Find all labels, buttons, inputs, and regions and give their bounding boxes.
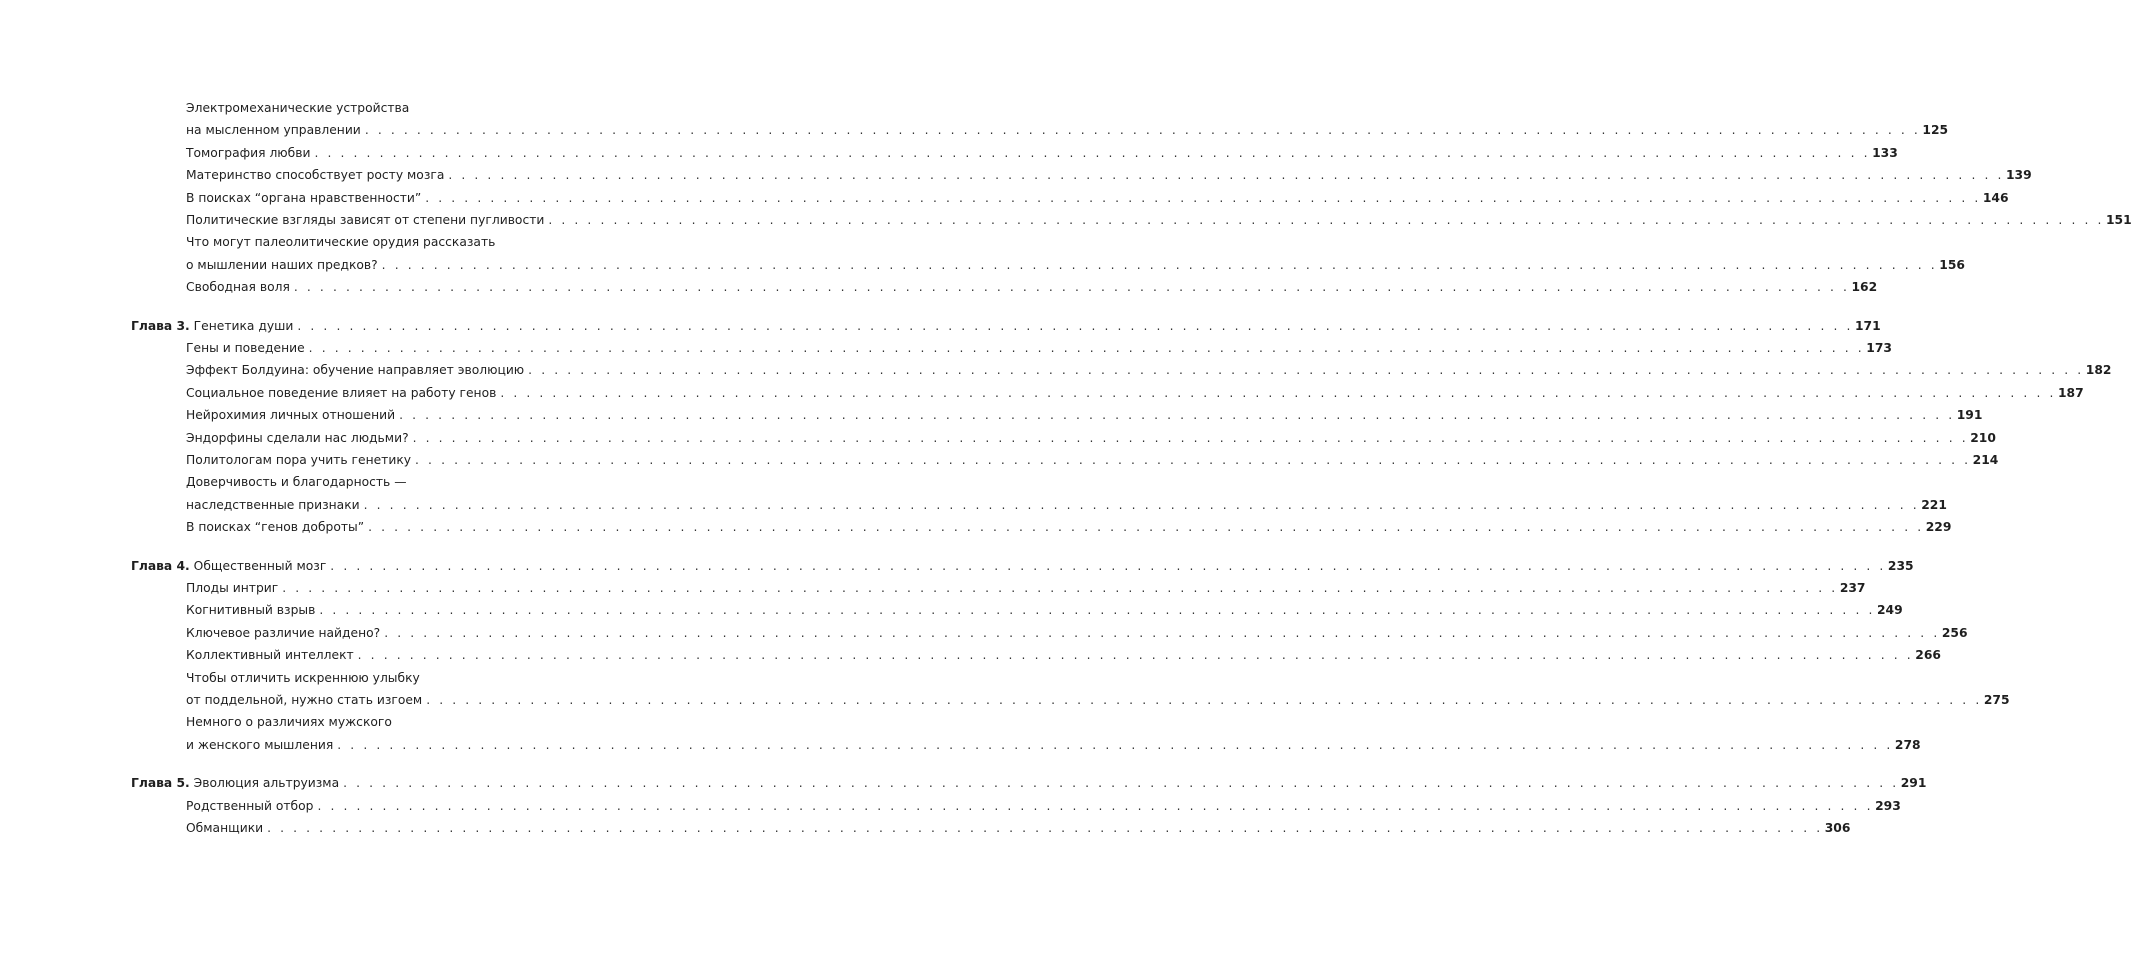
dot-leader: . . . . . . . . . . . . . . . . . . . . . . . . . . . . . . . . . . . . . . . . . . . . . . . . . . . . . . . . . . . . . . . . . . . . . . . . . . . . . . . . . . . . . . . . . . . . . . . . . . . . . . . . . . . . . . . . . . . . . . . . <box>357 648 1914 663</box>
page-number: 256 <box>1941 625 1968 640</box>
toc-entry <box>186 577 1866 599</box>
toc-entry <box>186 622 1968 644</box>
dot-leader: . . . . . . . . . . . . . . . . . . . . . . . . . . . . . . . . . . . . . . . . . . . . . . . . . . . . . . . . . . . . . . . . . . . . . . . . . . . . . . . . . . . . . . . . . . . . . . . . . . . . . . . . . . . . . . . . . . . . . . . . <box>364 123 1921 138</box>
dot-leader: . . . . . . . . . . . . . . . . . . . . . . . . . . . . . . . . . . . . . . . . . . . . . . . . . . . . . . . . . . . . . . . . . . . . . . . . . . . . . . . . . . . . . . . . . . . . . . . . . . . . . . . . . . . . . . . . . . . . . . . . <box>317 798 1874 813</box>
toc-entry-first-line <box>186 711 530 733</box>
entry-title: Доверчивость и благодарность — <box>186 475 407 490</box>
dot-leader: . . . . . . . . . . . . . . . . . . . . . . . . . . . . . . . . . . . . . . . . . . . . . . . . . . . . . . . . . . . . . . . . . . . . . . . . . . . . . . . . . . . . . . . . . . . . . . . . . . . . . . . . . . . . . . . . . . . . . . . . <box>293 280 1850 295</box>
entry-title: Коллективный интеллект <box>186 648 354 663</box>
entry-title: Эволюция альтруизма <box>193 776 340 791</box>
dot-leader: . . . . . . . . . . . . . . . . . . . . . . . . . . . . . . . . . . . . . . . . . . . . . . . . . . . . . . . . . . . . . . . . . . . . . . . . . . . . . . . . . . . . . . . . . . . . . . . . . . . . . . . . . . . . . . . . . . . . . . . . <box>282 581 1838 595</box>
toc-entry <box>186 276 1878 298</box>
toc-entry <box>186 254 1965 276</box>
toc-entry <box>186 427 1996 449</box>
entry-title: В поисках “органа нравственности” <box>186 190 422 205</box>
page-number: 293 <box>1875 798 1901 813</box>
toc-entry <box>186 359 2112 381</box>
page-number: 210 <box>1970 430 1996 445</box>
page-number: 133 <box>1872 145 1898 160</box>
page-number: 229 <box>1925 520 1952 535</box>
dot-leader: . . . . . . . . . . . . . . . . . . . . . . . . . . . . . . . . . . . . . . . . . . . . . . . . . . . . . . . . . . . . . . . . . . . . . . . . . . . . . . . . . . . . . . . . . . . . . . . . . . . . . . . . . . . . . . . . . . . . . . . . <box>384 625 1940 640</box>
chapter-label: Глава 5. <box>131 776 190 791</box>
entry-title: на мысленном управлении <box>186 123 361 138</box>
entry-title: Политологам пора учить генетику <box>186 453 412 467</box>
dot-leader: . . . . . . . . . . . . . . . . . . . . . . . . . . . . . . . . . . . . . . . . . . . . . . . . . . . . . . . . . . . . . . . . . . . . . . . . . . . . . . . . . . . . . . . . . . . . . . . . . . . . . . . . . . . . . . . . . . . . . . . . <box>343 776 1899 791</box>
page-number: 275 <box>1983 693 2010 707</box>
entry-title: Материнство способствует росту мозга <box>186 168 445 183</box>
dot-leader: . . . . . . . . . . . . . . . . . . . . . . . . . . . . . . . . . . . . . . . . . . . . . . . . . . . . . . . . . . . . . . . . . . . . . . . . . . . . . . . . . . . . . . . . . . . . . . . . . . . . . . . . . . . . . . . . . . . . . . . . <box>330 558 1886 573</box>
toc-entry-first-line <box>186 471 530 493</box>
dot-leader: . . . . . . . . . . . . . . . . . . . . . . . . . . . . . . . . . . . . . . . . . . . . . . . . . . . . . . . . . . . . . . . . . . . . . . . . . . . . . . . . . . . . . . . . . . . . . . . . . . . . . . . . . . . . . . . . . . . . . . . . <box>297 318 1853 333</box>
entry-title: Томография любви <box>186 145 311 160</box>
dot-leader: . . . . . . . . . . . . . . . . . . . . . . . . . . . . . . . . . . . . . . . . . . . . . . . . . . . . . . . . . . . . . . . . . . . . . . . . . . . . . . . . . . . . . . . . . . . . . . . . . . . . . . . . . . . . . . . . . . . . . . . . <box>314 145 1871 160</box>
page-number: 291 <box>1900 776 1927 791</box>
dot-leader: . . . . . . . . . . . . . . . . . . . . . . . . . . . . . . . . . . . . . . . . . . . . . . . . . . . . . . . . . . . . . . . . . . . . . . . . . . . . . . . . . . . . . . . . . . . . . . . . . . . . . . . . . . . . . . . . . . . . . . . . <box>548 213 2104 227</box>
chapter-label: Глава 3. <box>131 318 190 333</box>
toc-entry <box>186 142 1898 164</box>
entry-title: Что могут палеолитические орудия рассказать <box>186 235 496 250</box>
page-number: 237 <box>1839 581 1866 595</box>
toc-entry <box>186 404 1983 426</box>
toc-entry <box>186 382 2084 404</box>
chapter-label: Глава 4. <box>131 558 190 573</box>
dot-leader: . . . . . . . . . . . . . . . . . . . . . . . . . . . . . . . . . . . . . . . . . . . . . . . . . . . . . . . . . . . . . . . . . . . . . . . . . . . . . . . . . . . . . . . . . . . . . . . . . . . . . . . . . . . . . . . . . . . . . . . . <box>363 497 1920 512</box>
page-number: 156 <box>1939 257 1965 272</box>
toc-entry <box>186 516 1952 538</box>
entry-title: о мышлении наших предков? <box>186 257 378 272</box>
entry-title: Эффект Болдуина: обучение направляет эволюцию <box>186 363 525 378</box>
page-number: 266 <box>1915 648 1941 663</box>
entry-title: Немного о различиях мужского <box>186 715 392 730</box>
entry-title: Когнитивный взрыв <box>186 603 316 618</box>
page-number: 235 <box>1887 558 1914 573</box>
entry-title: Политические взгляды зависят от степени пугливости <box>186 213 545 227</box>
dot-leader: . . . . . . . . . . . . . . . . . . . . . . . . . . . . . . . . . . . . . . . . . . . . . . . . . . . . . . . . . . . . . . . . . . . . . . . . . . . . . . . . . . . . . . . . . . . . . . . . . . . . . . . . . . . . . . . . . . . . . . . . <box>412 430 1969 445</box>
toc-entry <box>186 599 1903 621</box>
toc-entry-first-line <box>186 667 530 689</box>
entry-title: Свободная воля <box>186 280 290 295</box>
dot-leader: . . . . . . . . . . . . . . . . . . . . . . . . . . . . . . . . . . . . . . . . . . . . . . . . . . . . . . . . . . . . . . . . . . . . . . . . . . . . . . . . . . . . . . . . . . . . . . . . . . . . . . . . . . . . . . . . . . . . . . . . <box>267 821 1823 835</box>
page-number: 173 <box>1866 341 1892 355</box>
entry-title: Эндорфины сделали нас людьми? <box>186 430 409 445</box>
entry-title: Плоды интриг <box>186 581 279 595</box>
dot-leader: . . . . . . . . . . . . . . . . . . . . . . . . . . . . . . . . . . . . . . . . . . . . . . . . . . . . . . . . . . . . . . . . . . . . . . . . . . . . . . . . . . . . . . . . . . . . . . . . . . . . . . . . . . . . . . . . . . . . . . . . <box>425 190 1981 205</box>
entry-title: Нейрохимия личных отношений <box>186 408 396 423</box>
page-number: 221 <box>1921 497 1947 512</box>
toc-entry <box>186 795 1901 817</box>
page-number: 187 <box>2057 385 2084 400</box>
entry-title: Социальное поведение влияет на работу генов <box>186 385 497 400</box>
dot-leader: . . . . . . . . . . . . . . . . . . . . . . . . . . . . . . . . . . . . . . . . . . . . . . . . . . . . . . . . . . . . . . . . . . . . . . . . . . . . . . . . . . . . . . . . . . . . . . . . . . . . . . . . . . . . . . . . . . . . . . . . <box>415 453 1971 467</box>
entry-title: Генетика души <box>193 318 294 333</box>
dot-leader: . . . . . . . . . . . . . . . . . . . . . . . . . . . . . . . . . . . . . . . . . . . . . . . . . . . . . . . . . . . . . . . . . . . . . . . . . . . . . . . . . . . . . . . . . . . . . . . . . . . . . . . . . . . . . . . . . . . . . . . . <box>500 385 2056 400</box>
toc-chapter-line <box>131 555 1914 577</box>
page-number: 306 <box>1824 821 1851 835</box>
dot-leader: . . . . . . . . . . . . . . . . . . . . . . . . . . . . . . . . . . . . . . . . . . . . . . . . . . . . . . . . . . . . . . . . . . . . . . . . . . . . . . . . . . . . . . . . . . . . . . . . . . . . . . . . . . . . . . . . . . . . . . . . <box>319 603 1875 618</box>
page-number: 125 <box>1922 123 1949 138</box>
toc-entry-first-line <box>186 97 530 119</box>
toc-entry <box>186 119 1949 141</box>
entry-title: наследственные признаки <box>186 497 360 512</box>
toc-entry <box>186 449 1999 471</box>
dot-leader: . . . . . . . . . . . . . . . . . . . . . . . . . . . . . . . . . . . . . . . . . . . . . . . . . . . . . . . . . . . . . . . . . . . . . . . . . . . . . . . . . . . . . . . . . . . . . . . . . . . . . . . . . . . . . . . . . . . . . . . . <box>368 520 1924 535</box>
entry-title: и женского мышления <box>186 737 334 752</box>
page-number: 249 <box>1876 603 1903 618</box>
dot-leader: . . . . . . . . . . . . . . . . . . . . . . . . . . . . . . . . . . . . . . . . . . . . . . . . . . . . . . . . . . . . . . . . . . . . . . . . . . . . . . . . . . . . . . . . . . . . . . . . . . . . . . . . . . . . . . . . . . . . . . . . <box>528 363 2084 378</box>
toc-entry <box>186 209 2132 231</box>
page-number: 146 <box>1982 190 2009 205</box>
toc-entry-first-line <box>186 231 530 253</box>
page-number: 171 <box>1855 318 1881 333</box>
dot-leader: . . . . . . . . . . . . . . . . . . . . . . . . . . . . . . . . . . . . . . . . . . . . . . . . . . . . . . . . . . . . . . . . . . . . . . . . . . . . . . . . . . . . . . . . . . . . . . . . . . . . . . . . . . . . . . . . . . . . . . . . <box>308 341 1865 355</box>
toc-entry <box>186 689 2010 711</box>
entry-title: от поддельной, нужно стать изгоем <box>186 693 423 707</box>
toc-entry <box>186 494 1947 516</box>
page-number: 139 <box>2005 168 2032 183</box>
toc-entry <box>186 817 1851 839</box>
page-number: 191 <box>1956 408 1983 423</box>
page-number: 278 <box>1894 737 1921 752</box>
toc-entry <box>186 734 1921 756</box>
dot-leader: . . . . . . . . . . . . . . . . . . . . . . . . . . . . . . . . . . . . . . . . . . . . . . . . . . . . . . . . . . . . . . . . . . . . . . . . . . . . . . . . . . . . . . . . . . . . . . . . . . . . . . . . . . . . . . . . . . . . . . . . <box>337 737 1893 752</box>
entry-title: Электромеханические устройства <box>186 101 410 115</box>
page-number: 182 <box>2085 363 2112 378</box>
dot-leader: . . . . . . . . . . . . . . . . . . . . . . . . . . . . . . . . . . . . . . . . . . . . . . . . . . . . . . . . . . . . . . . . . . . . . . . . . . . . . . . . . . . . . . . . . . . . . . . . . . . . . . . . . . . . . . . . . . . . . . . . <box>381 257 1938 272</box>
toc-chapter-line <box>131 772 1927 794</box>
dot-leader: . . . . . . . . . . . . . . . . . . . . . . . . . . . . . . . . . . . . . . . . . . . . . . . . . . . . . . . . . . . . . . . . . . . . . . . . . . . . . . . . . . . . . . . . . . . . . . . . . . . . . . . . . . . . . . . . . . . . . . . . <box>399 408 1955 423</box>
entry-title: Гены и поведение <box>186 341 305 355</box>
toc-chapter-line <box>131 315 1881 337</box>
entry-title: Родственный отбор <box>186 798 314 813</box>
page-number: 151 <box>2105 213 2132 227</box>
entry-title: Обманщики <box>186 821 264 835</box>
entry-title: Ключевое различие найдено? <box>186 625 381 640</box>
toc-entry <box>186 644 1941 666</box>
entry-title: Общественный мозг <box>193 558 327 573</box>
entry-title: В поисках “генов доброты” <box>186 520 365 535</box>
toc-entry <box>186 337 1892 359</box>
page-number: 162 <box>1851 280 1878 295</box>
dot-leader: . . . . . . . . . . . . . . . . . . . . . . . . . . . . . . . . . . . . . . . . . . . . . . . . . . . . . . . . . . . . . . . . . . . . . . . . . . . . . . . . . . . . . . . . . . . . . . . . . . . . . . . . . . . . . . . . . . . . . . . . <box>426 693 1982 707</box>
entry-title: Чтобы отличить искреннюю улыбку <box>186 670 420 685</box>
toc-entry <box>186 187 2009 209</box>
toc-entry <box>186 164 2032 186</box>
page-number: 214 <box>1972 453 1999 467</box>
dot-leader: . . . . . . . . . . . . . . . . . . . . . . . . . . . . . . . . . . . . . . . . . . . . . . . . . . . . . . . . . . . . . . . . . . . . . . . . . . . . . . . . . . . . . . . . . . . . . . . . . . . . . . . . . . . . . . . . . . . . . . . . <box>448 168 2004 183</box>
